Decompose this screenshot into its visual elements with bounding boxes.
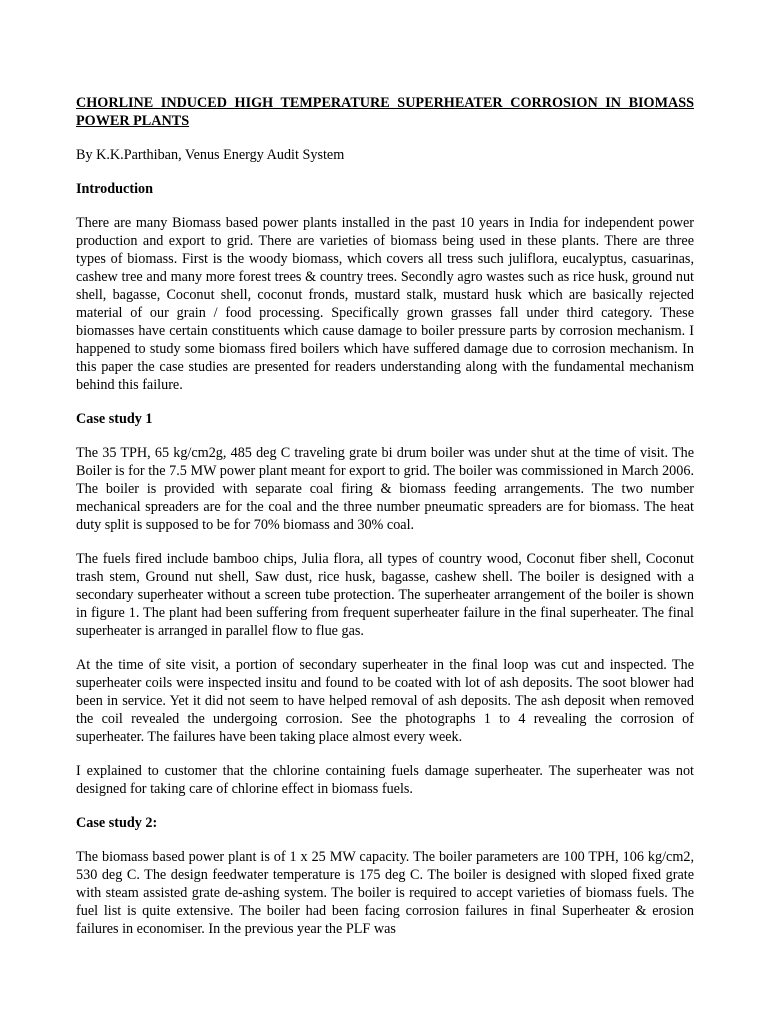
case-study-1-paragraph-3: At the time of site visit, a portion of secondary superheater in the final loop was cut and inspected. The superheater coils were inspected insitu and found to be coated with lot of ash deposits. The soot blower had been in service. Yet it did not seem to have helped removal of ash deposits. The ash deposit when removed the coil revealed the undergoing corrosion. See the photographs 1 to 4 revealing the corrosion of superheater. The failures have been taking place almost every week. — [76, 657, 694, 745]
case-study-2-paragraph: The biomass based power plant is of 1 x 25 MW capacity. The boiler parameters are 100 TPH, 106 kg/cm2, 530 deg C. The design feedwater temperature is 175 deg C. The boiler is designed with sloped fixed grate with steam assisted grate de-ashing system. The boiler is required to accept varieties of biomass fuels. The fuel list is quite extensive. The boiler had been facing corrosion failures in final Superheater & erosion failures in economiser. In the previous year the PLF was — [76, 849, 694, 937]
case-study-1-paragraph-2: The fuels fired include bamboo chips, Julia flora, all types of country wood, Coconut fiber shell, Coconut trash stem, Ground nut shell, Saw dust, rice husk, bagasse, cashew shell. The boiler is designed with a secondary superheater without a screen tube protection. The superheater arrangement of the boiler is shown in figure 1. The plant had been suffering from frequent superheater failure in the final superheater. The final superheater is arranged in parallel flow to flue gas. — [76, 551, 694, 639]
introduction-paragraph: There are many Biomass based power plants installed in the past 10 years in India for independent power production and export to grid. There are varieties of biomass being used in these plants. There are three types of biomass. First is the woody biomass, which covers all tress such juliflora, eucalyptus, casuarinas, cashew tree and many more forest trees & country trees. Secondly agro wastes such as rice husk, ground nut shell, bagasse, Coconut shell, coconut fronds, mustard stalk, mustard husk which are basically rejected material of our grain / food processing. Specifically grown grasses fall under third category. These biomasses have certain constituents which cause damage to boiler pressure parts by corrosion mechanism. I happened to study some biomass fired boilers which have suffered damage due to corrosion mechanism. In this paper the case studies are presented for readers understanding along with the fundamental mechanism behind this failure. — [76, 215, 694, 393]
case-study-1-heading: Case study 1 — [76, 411, 153, 427]
case-study-1-paragraph-4: I explained to customer that the chlorine containing fuels damage superheater. The superheater was not designed for taking care of chlorine effect in biomass fuels. — [76, 763, 694, 797]
case-study-1-paragraph-1: The 35 TPH, 65 kg/cm2g, 485 deg C traveling grate bi drum boiler was under shut at the time of visit. The Boiler is for the 7.5 MW power plant meant for export to grid. The boiler was commissioned in March 2006. The boiler is provided with separate coal firing & biomass feeding arrangements. The two number mechanical spreaders are for the coal and the three number pneumatic spreaders are for biomass. The heat duty split is supposed to be for 70% biomass and 30% coal. — [76, 445, 694, 533]
author-byline: By K.K.Parthiban, Venus Energy Audit System — [76, 147, 345, 163]
case-study-2-heading: Case study 2: — [76, 815, 158, 831]
document-title: CHORLINE INDUCED HIGH TEMPERATURE SUPERHEATER CORROSION IN BIOMASS POWER PLANTS — [76, 95, 694, 129]
introduction-heading: Introduction — [76, 181, 153, 197]
